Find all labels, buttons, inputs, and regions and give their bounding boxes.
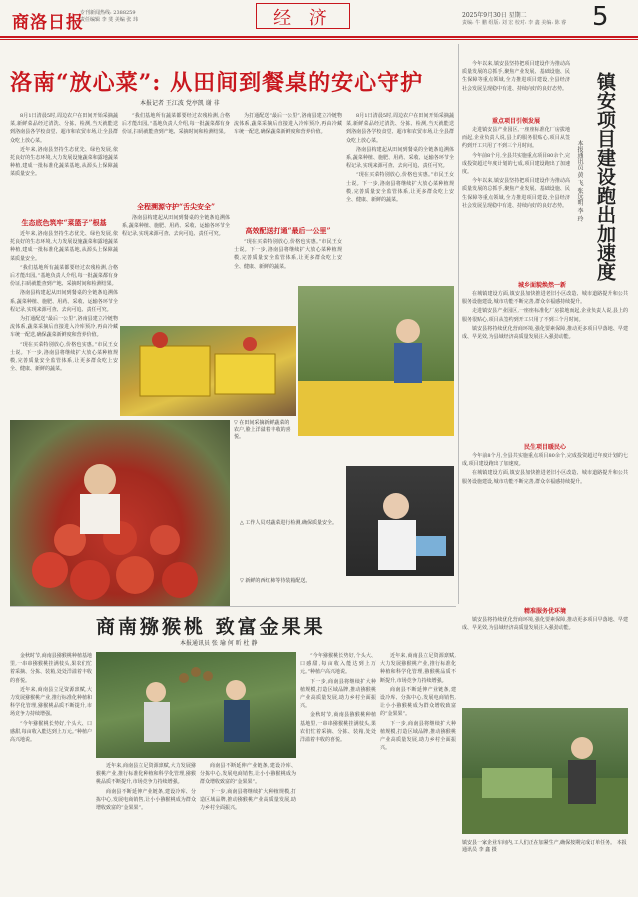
photo-illustration	[298, 286, 454, 436]
article2-col-3	[462, 290, 628, 440]
paragraph: “今年猕猴桃长势好,个头大、口感甜,每亩收入能达到上万元。”种植户高兴地说。	[300, 653, 376, 676]
section-title: 经 济	[273, 8, 333, 29]
paragraph: “现在买菜特别放心,价格也实惠。”市民王女士说。下一步,洛南县将继续扩大放心菜种植规模,完善质量安全监管体系,让更多群众吃上安全、健康、新鲜的蔬菜。	[346, 172, 454, 204]
photo-illustration	[120, 326, 296, 416]
paragraph: 洛南县构建起从田间到餐桌的全链条追溯体系,蔬菜种植、施肥、用药、采收、运输各环节全程记录,实现来源可查、去向可追、责任可究。	[122, 215, 230, 238]
issue-date: 2025年9月30日 星期二	[462, 12, 527, 19]
photo-greenhouse-worker	[298, 286, 454, 436]
photo-caption: 镇安县一家企业车间内,工人们正在加紧生产,确保按期完成订单任务。 本报通讯员 李 鑫 摄	[462, 840, 627, 853]
article2-subhead-2: 城乡面貌焕然一新	[517, 282, 566, 289]
photo-illustration	[10, 420, 230, 606]
paragraph: 金秋时节,商南县猕猴桃种植基地里,一串串猕猴桃挂满枝头,果农们忙着采摘、分拣、装箱,处处洋溢着丰收的喜悦。	[300, 712, 376, 744]
paragraph: 下一步,商南县将继续扩大种植规模,打造区域品牌,推动猕猴桃产业高质量发展,助力乡村全面振兴。	[200, 788, 296, 812]
article3-col-3	[200, 762, 296, 888]
paragraph: 为打通配送“最后一公里”,洛南县建立冷链物流体系,蔬菜采摘后直接进入冷库预冷,再由冷藏车统一配送,确保蔬菜新鲜度和营养价值。	[234, 113, 342, 136]
paragraph: “现在买菜特别放心,价格也实惠。”市民王女士说。下一步,洛南县将继续扩大放心菜种植规模,完善质量安全监管体系,让更多群众吃上安全、健康、新鲜的蔬菜。	[10, 341, 118, 373]
editor-line: 责编: 牛 鹏 组版: 刘 宏 校对: 李 鑫 美编: 陈 睿	[462, 20, 567, 26]
masthead-rule-thin	[0, 39, 638, 40]
article2-subhead-1: 重点项目引领发展	[491, 118, 540, 125]
photo-kiwi-harvest	[96, 652, 296, 758]
paragraph: 走进镇安县产业园区,一座座标准化厂房拔地而起,企业负责人说,县上的服务很贴心,项目从签约到开工只用了不到三个月时间。	[462, 127, 570, 150]
meta-line: 责任编辑 李 斐 美编 张 玮	[80, 17, 138, 23]
paragraph: 商南县不断延伸产业链条,建设冷库、分拣中心,发展电商销售,让小小猕猴桃成为群众增收致富的“金果果”。	[200, 763, 296, 786]
article1-subhead-1: 生态底色筑牢“菜篮子”根基	[21, 218, 107, 227]
article2-col-5	[462, 616, 628, 706]
article3-headline: 商南猕猴桃 致富金果果	[96, 616, 326, 638]
photo-caption: △ 工作人员对蔬菜进行检测,确保质量安全。	[240, 520, 338, 526]
photo-illustration	[462, 708, 628, 834]
paragraph: 下一步,商南县将继续扩大种植规模,打造区域品牌,推动猕猴桃产业高质量发展,助力乡村全面振兴。	[380, 720, 456, 752]
paragraph: 镇安县将持续优化营商环境,强化要素保障,推动更多项目早落地、早建成、早见效,为县域经济高质量发展注入强劲动能。	[462, 617, 628, 632]
article2-byline: 本报通讯员 黄 飞 张远明 李 玲	[576, 140, 583, 222]
paragraph: 金秋时节,商南县猕猴桃种植基地里,一串串猕猴桃挂满枝头,果农们忙着采摘、分拣、装箱,处处洋溢着丰收的喜悦。	[10, 653, 92, 684]
article3-byline: 本报通讯员 张 瑜 何 昕 杜 静	[180, 640, 258, 647]
photo-factory-workers	[462, 708, 628, 834]
paragraph: “我们基地所有蔬菜都要经过农残检测,合格后才能出园。”基地负责人介绍,每一批蔬菜都有身份证,扫码就能查到产地、采摘时间和检测结果。	[122, 113, 230, 136]
article1-col-4	[346, 112, 454, 288]
photo-caption: ▽ 新鲜的西红柿等待装箱配送。	[240, 578, 311, 584]
paragraph: 近年来,商南县立足资源禀赋,大力发展猕猴桃产业,推行标准化种植和科学化管理,猕猴桃品质不断提升,市场竞争力持续增强。	[10, 686, 92, 718]
article2-title: 镇安项目建设跑出加速度	[594, 72, 616, 281]
paragraph: 下一步,商南县将继续扩大种植规模,打造区域品牌,推动猕猴桃产业高质量发展,助力乡村全面振兴。	[300, 678, 376, 710]
paragraph: 近年来,洛南县坚持生态优先、绿色发展,依托良好的生态环境,大力发展设施蔬菜和露地蔬菜种植,建成一批标准化蔬菜基地,从源头上保障蔬菜质量安全。	[10, 146, 118, 178]
paragraph: 商南县不断延伸产业链条,建设冷库、分拣中心,发展电商销售,让小小猕猴桃成为群众增收致富的“金果果”。	[380, 686, 456, 718]
article2-subhead-3: 民生项目暖民心	[523, 444, 566, 451]
photo-packing-tomatoes	[120, 326, 296, 416]
article1-headline: 洛南“放心菜”: 从田间到餐桌的安心守护	[10, 70, 424, 96]
paragraph: 今年以来,镇安县坚持把项目建设作为推动高质量发展的总抓手,聚焦产业发展、基础设施、民生保障等重点领域,全力推进项目建设,全县经济社会发展呈现稳中有进、持续向好的良好态势。	[462, 178, 570, 209]
newspaper-logo: 商洛日报	[12, 13, 84, 33]
photo-caption: ▽ 在田间采摘新鲜蔬菜的农户,脸上洋溢着丰收的喜悦。	[234, 420, 291, 440]
paragraph: 近年来,商南县立足资源禀赋,大力发展猕猴桃产业,推行标准化种植和科学化管理,猕猴桃品质不断提升,市场竞争力持续增强。	[96, 763, 196, 786]
article3-col-4	[300, 652, 376, 888]
masthead-rule	[0, 36, 638, 38]
paragraph: 走进镇安县产业园区,一座座标准化厂房拔地而起,企业负责人说,县上的服务很贴心,项目从签约到开工只用了不到三个月时间。	[462, 308, 628, 323]
paragraph: 镇安县将持续优化营商环境,强化要素保障,推动更多项目早落地、早建成、早见效,为县域经济高质量发展注入强劲动能。	[462, 325, 628, 341]
section-divider	[10, 606, 456, 607]
article1-col-3	[234, 112, 342, 222]
article1-col-2b	[122, 214, 230, 322]
paragraph: “我们基地所有蔬菜都要经过农残检测,合格后才能出园。”基地负责人介绍,每一批蔬菜都有身份证,扫码就能查到产地、采摘时间和检测结果。	[10, 264, 118, 288]
photo-tomatoes	[10, 420, 230, 606]
article2-col-4	[462, 452, 628, 602]
paragraph: 8月1日清晨5时,周边农户在田间开始采摘蔬菜,新鲜菜品经过清洗、分拣、检测,当天就能送到洛南县各学校食堂、超市和农贸市场,让全县群众吃上放心菜。	[10, 113, 118, 144]
photo-illustration	[346, 466, 454, 576]
column-divider	[458, 44, 459, 604]
paragraph: “现在买菜特别放心,价格也实惠。”市民王女士说。下一步,洛南县将继续扩大放心菜种植规模,完善质量安全监管体系,让更多群众吃上安全、健康、新鲜的蔬菜。	[234, 239, 342, 270]
paragraph: 8月1日清晨5时,周边农户在田间开始采摘蔬菜,新鲜菜品经过清洗、分拣、检测,当天就能送到洛南县各学校食堂、超市和农贸市场,让全县群众吃上放心菜。	[346, 113, 454, 144]
article1-subhead-3: 高效配送打通“最后一公里”	[245, 226, 331, 235]
article1-col-2	[122, 112, 230, 200]
photo-illustration	[96, 652, 296, 758]
paragraph: “今年猕猴桃长势好,个头大、口感甜,每亩收入能达到上万元。”种植户高兴地说。	[10, 720, 92, 744]
paragraph: 在城镇建设方面,镇安县加快推进老旧小区改造、城市道路提升和公共服务设施建设,城市功能不断完善,群众幸福感持续提升。	[462, 291, 628, 306]
article3-col-2	[96, 762, 196, 888]
photo-lab-testing	[346, 466, 454, 576]
paragraph: 为打通配送“最后一公里”,洛南县建立冷链物流体系,蔬菜采摘后直接进入冷库预冷,再由冷藏车统一配送,确保蔬菜新鲜度和营养价值。	[10, 316, 118, 339]
paragraph: 近年来,商南县立足资源禀赋,大力发展猕猴桃产业,推行标准化种植和科学化管理,猕猴桃品质不断提升,市场竞争力持续增强。	[380, 653, 456, 684]
article1-byline: 本报记者 王江波 党亭凯 谢 非	[140, 100, 220, 107]
page-number: 5	[592, 2, 609, 32]
masthead-meta	[80, 10, 138, 24]
paragraph: 在城镇建设方面,镇安县加快推进老旧小区改造、城市道路提升和公共服务设施建设,城市功能不断完善,群众幸福感持续提升。	[462, 470, 628, 485]
paragraph: 洛南县构建起从田间到餐桌的全链条追溯体系,蔬菜种植、施肥、用药、采收、运输各环节全程记录,实现来源可查、去向可追、责任可究。	[10, 290, 118, 313]
article3-col-5	[380, 652, 456, 888]
paragraph: 今年前8个月,全县共实施重点项目80余个,完成投资超过年度计划的七成,项目建设跑出了加速度。	[462, 152, 570, 176]
paragraph: 洛南县构建起从田间到餐桌的全链条追溯体系,蔬菜种植、施肥、用药、采收、运输各环节全程记录,实现来源可查、去向可追、责任可究。	[346, 146, 454, 170]
paragraph: 今年以来,镇安县坚持把项目建设作为推动高质量发展的总抓手,聚焦产业发展、基础设施、民生保障等重点领域,全力推进项目建设,全县经济社会发展呈现稳中有进、持续向好的良好态势。	[462, 61, 570, 92]
article2-col-1	[462, 60, 570, 112]
article1-col-1	[10, 112, 118, 214]
meta-line: 专刊新闻热线: 2388259	[80, 10, 136, 16]
article3-col-1	[10, 652, 92, 888]
article2-col-2	[462, 126, 570, 276]
paragraph: 商南县不断延伸产业链条,建设冷库、分拣中心,发展电商销售,让小小猕猴桃成为群众增收致富的“金果果”。	[96, 788, 196, 812]
article2-subhead-4: 精准服务优环境	[523, 608, 566, 615]
paragraph: 近年来,洛南县坚持生态优先、绿色发展,依托良好的生态环境,大力发展设施蔬菜和露地蔬菜种植,建成一批标准化蔬菜基地,从源头上保障蔬菜质量安全。	[10, 231, 118, 262]
article1-subhead-2: 全程溯源守护“舌尖安全”	[136, 202, 216, 211]
paragraph: 今年前8个月,全县共实施重点项目80余个,完成投资超过年度计划的七成,项目建设跑出了加速度。	[462, 453, 628, 468]
